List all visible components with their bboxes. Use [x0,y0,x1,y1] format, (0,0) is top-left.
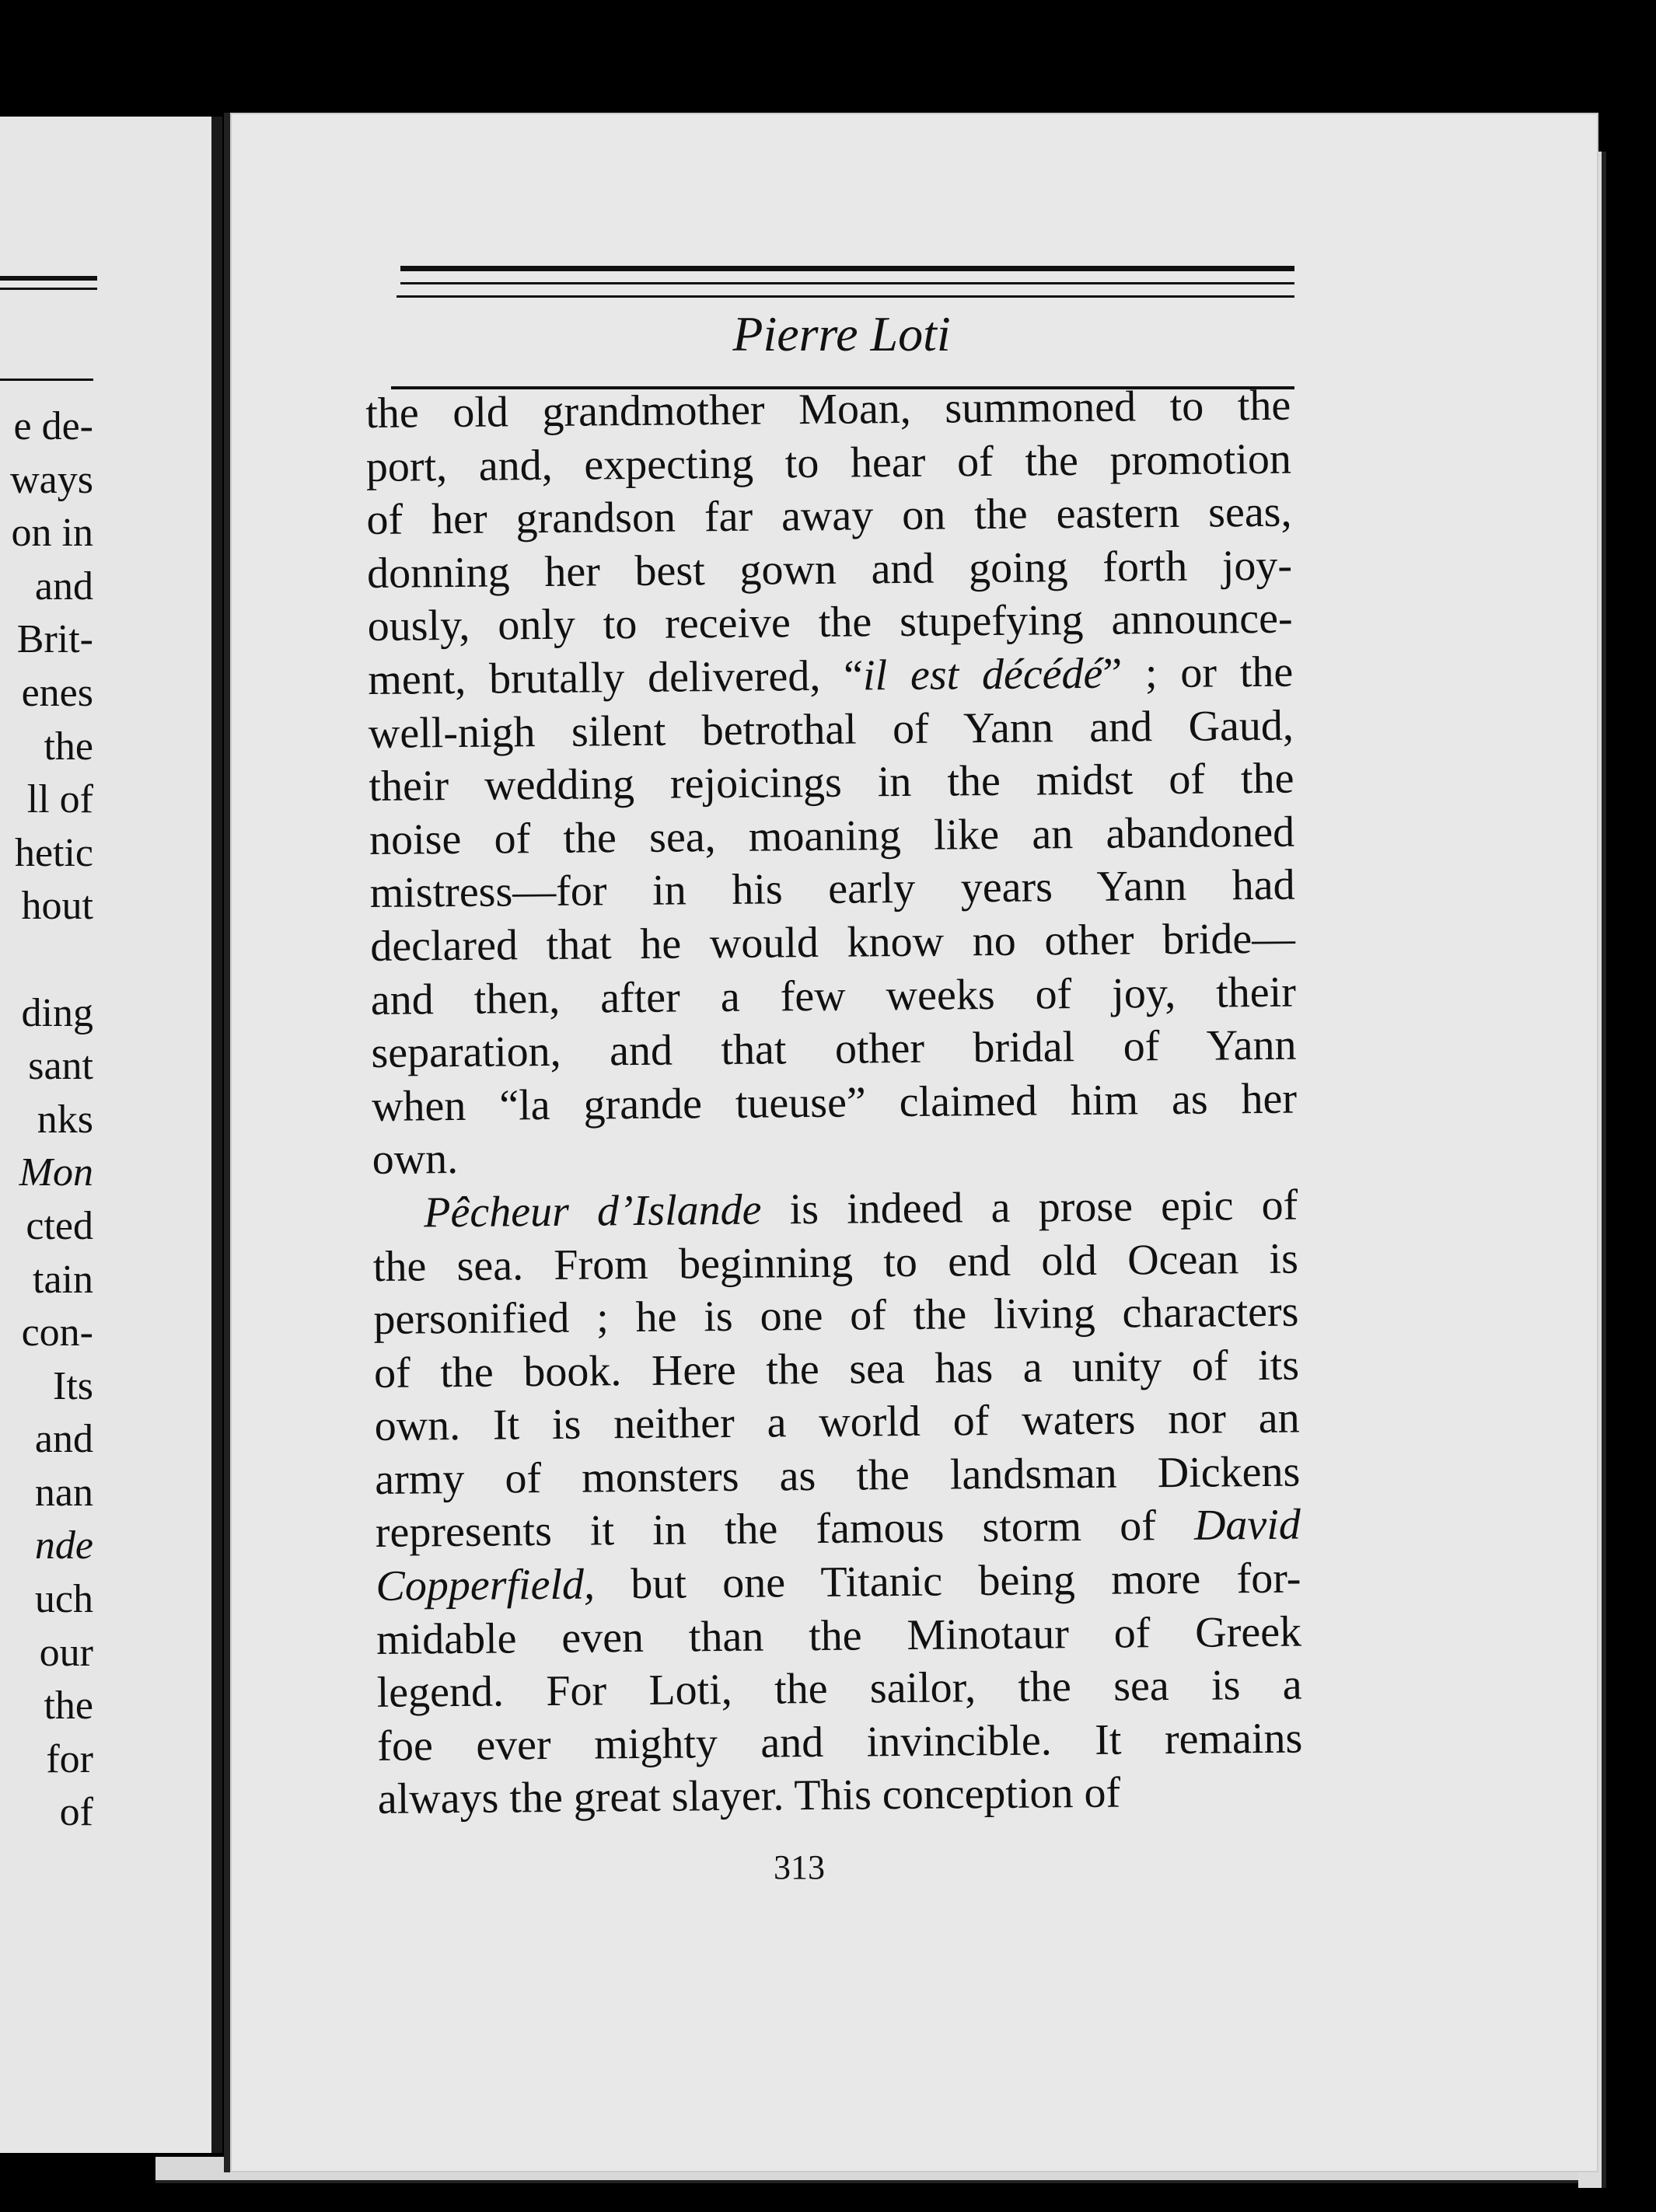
text-line: and then, after a few weeks of joy, their [370,968,1297,1024]
left-facing-page [0,117,222,2153]
left-page-line: Brit- [16,617,93,662]
left-page-line: for [46,1736,93,1781]
paragraph-2 [372,1178,1303,1826]
left-page-line: ll of [26,777,93,822]
text-line [376,1552,1301,1614]
text-line: mistress—for in his early years Yann had [369,860,1295,918]
text-line [376,1499,1301,1560]
text-segment: is indeed a prose epic of [761,1181,1298,1234]
text-line: midable even than the Minotaur of Greek [376,1607,1302,1664]
left-page-line: hout [21,884,93,929]
left-page-line: tain [33,1257,93,1302]
text-line: own. [372,1135,459,1185]
left-page-line: nan [34,1470,93,1515]
left-page-line: nks [37,1097,93,1142]
body-text [365,379,1303,1826]
text-line: always the great slayer. This conception of [377,1769,1121,1824]
left-page-line: ding [21,990,93,1035]
header-rule-thin-lower [397,295,1294,298]
left-page-line: enes [21,670,93,715]
italic-text: il est décédé [862,649,1103,700]
left-page-line: on in [11,511,93,556]
left-page-line: hetic [14,830,93,875]
left-header-rule [0,276,97,281]
text-line: foe ever mighty and invincible. It remains [376,1714,1303,1771]
text-line: of her grandson far away on the eastern seas, [366,487,1292,545]
left-page-line: con- [21,1310,93,1355]
left-page-line: the [44,1683,93,1729]
text-line: well-nigh silent betrothal of Yann and Gaud, [368,701,1294,758]
text-line: separation, and that other bridal of Yann [371,1021,1297,1078]
left-page-line: and [34,1417,93,1462]
left-page-line: Mon [19,1150,93,1195]
text-segment: represents it in the famous storm of [375,1502,1195,1558]
running-head: Pierre Loti [732,306,951,361]
text-line: the sea. From beginning to end old Ocean is [372,1234,1299,1291]
text-segment: but one Titanic being more for- [594,1554,1301,1609]
left-page-line: Its [53,1363,93,1408]
left-header-rule-thin [0,288,97,290]
left-page-line: of [59,1790,93,1835]
text-line [372,1178,1298,1240]
text-line: personified ; he is one of the living characters [373,1287,1299,1345]
text-line: own. It is neither a world of waters nor an [374,1394,1300,1451]
text-line: noise of the sea, moaning like an abandoned [369,808,1295,864]
left-page-line: and [34,563,93,609]
text-line: port, and, expecting to hear of the promotion [365,434,1292,491]
left-page-text [10,400,93,1840]
paragraph-1 [365,379,1298,1187]
left-page-line: nde [34,1523,93,1568]
text-line: legend. For Loti, the sailor, the sea is a [376,1660,1302,1718]
header-rule-thin [400,282,1294,284]
header-rule-thick [400,266,1294,271]
left-page-line: uch [34,1577,93,1622]
left-page-line [10,933,93,987]
text-line: donning her best gown and going forth joy- [366,541,1293,598]
left-page-line: our [39,1630,93,1675]
text-line: declared that he would know no other bride— [370,914,1296,971]
text-line: their wedding rejoicings in the midst of the [369,754,1294,811]
page-number: 313 [774,1848,825,1886]
left-page-line: cted [26,1203,93,1248]
left-page-line: e de- [13,404,93,448]
text-segment: ” ; or the [1102,647,1294,698]
left-page-line: ways [10,457,93,502]
text-line: the old grandmother Moan, summoned to the [365,381,1291,438]
italic-text: Copperfield, [376,1560,596,1611]
text-line: ously, only to receive the stupefying announce- [367,594,1293,651]
italic-text: David [1193,1501,1301,1551]
left-head-underline [0,379,93,381]
text-line: when “la grande tueuse” claimed him as her [371,1074,1298,1131]
left-page-line: sant [28,1044,93,1089]
text-line: army of monsters as the landsman Dickens [374,1447,1301,1504]
left-page-line: the [44,724,93,769]
italic-text: Pêcheur d’Islande [424,1185,762,1237]
text-line: of the book. Here the sea has a unity of its [373,1341,1300,1397]
text-segment: ment, brutally delivered, “ [368,651,864,704]
text-line [368,646,1294,707]
